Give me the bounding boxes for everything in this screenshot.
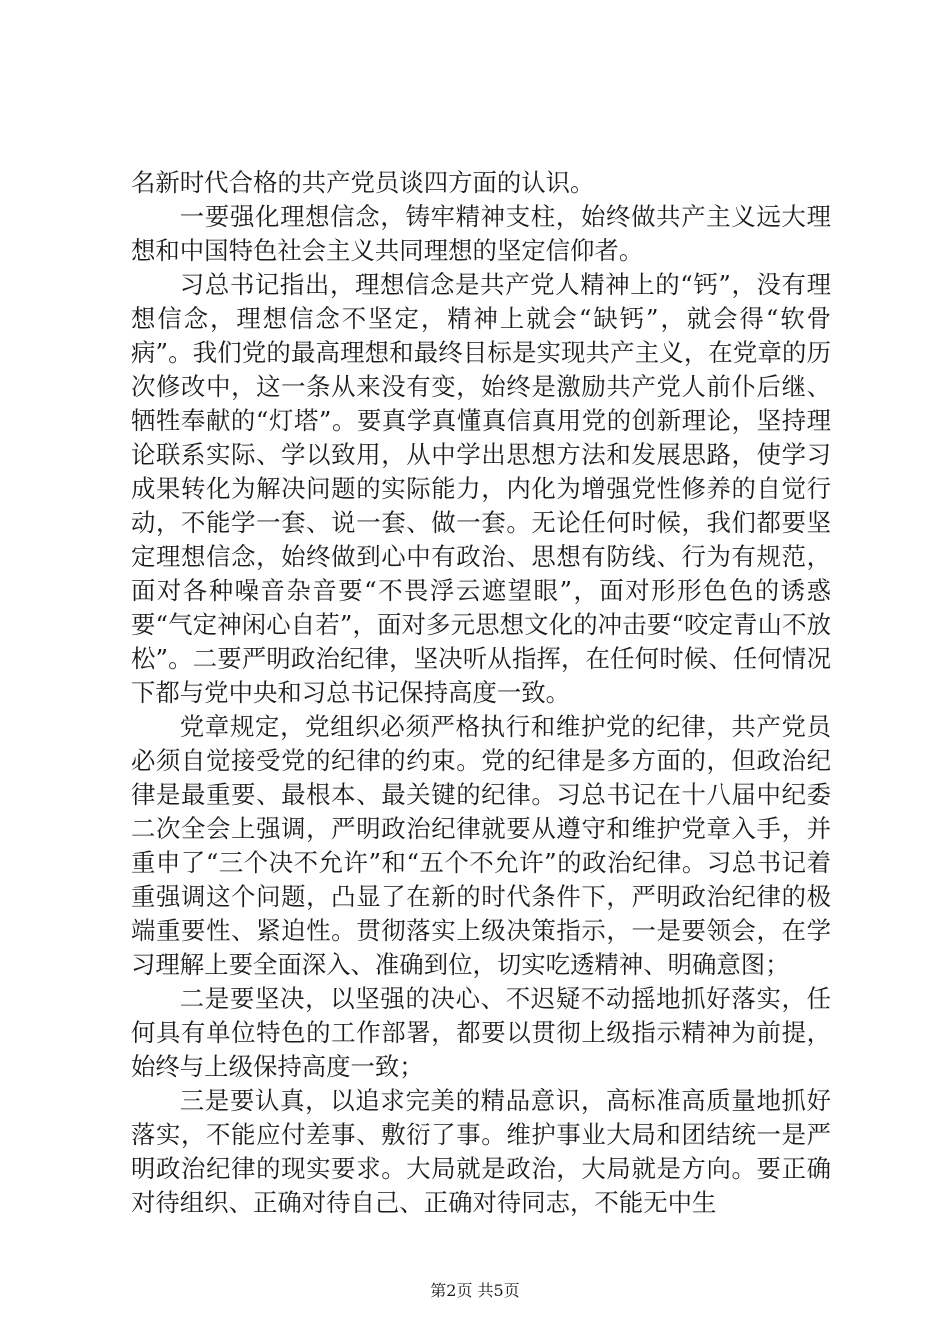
paragraph-point-two: 二是要坚决，以坚强的决心、不迟疑不动摇地抓好落实，任何具有单位特色的工作部署，都要以贯彻上级指示精神为前提，始终与上级保持高度一致； (131, 984, 831, 1081)
paragraph-continued: 名新时代合格的共产党员谈四方面的认识。 (131, 168, 595, 197)
paragraph-ideals-heading: 一要强化理想信念，铸牢精神支柱，始终做共产主义远大理想和中国特色社会主义共同理想的坚定信仰者。 (131, 202, 831, 265)
paragraph-ideals-body: 习总书记指出，理想信念是共产党人精神上的“钙”，没有理想信念，理想信念不坚定，精神上就会“缺钙”，就会得“软骨病”。我们党的最高理想和最终目标是实现共产主义，在党章的历次修改中，这一条从来没有变，始终是激励共产党人前仆后继、牺牲奉献的“灯塔”。要真学真懂真信真用党的创新理论，坚持理论联系实际、学以致用，从中学出思想方法和发展思路，使学习成果转化为解决问题的实际能力，内化为增强党性修养的自觉行动，不能学一套、说一套、做一套。无论任何时候，我们都要坚定理想信念，始终做到心中有政治、思想有防线、行为有规范，面对各种噪音杂音要“不畏浮云遮望眼”，面对形形色色的诱惑要“气定神闲心自若”，面对多元思想文化的冲击要“咬定青山不放松”。二要严明政治纪律，坚决听从指挥，在任何时候、任何情况下都与党中央和习总书记保持高度一致。 (131, 270, 831, 707)
paragraph-point-three: 三是要认真，以追求完美的精品意识，高标准高质量地抓好落实，不能应付差事、敷衍了事。维护事业大局和团结统一是严明政治纪律的现实要求。大局就是政治，大局就是方向。要正确对待组织、正确对待自己、正确对待同志，不能无中生 (131, 1086, 831, 1217)
page-number-footer: 第2页 共5页 (430, 1281, 520, 1300)
document-body (131, 166, 831, 1220)
paragraph-discipline-body: 党章规定，党组织必须严格执行和维护党的纪律，共产党员必须自觉接受党的纪律的约束。党的纪律是多方面的，但政治纪律是最重要、最根本、最关键的纪律。习总书记在十八届中纪委二次全会上强调，严明政治纪律就要从遵守和维护党章入手，并重申了“三个决不允许”和“五个不允许”的政治纪律。习总书记着重强调这个问题，凸显了在新的时代条件下，严明政治纪律的极端重要性、紧迫性。贯彻落实上级决策指示，一是要领会，在学习理解上要全面深入、准确到位，切实吃透精神、明确意图； (131, 712, 831, 979)
